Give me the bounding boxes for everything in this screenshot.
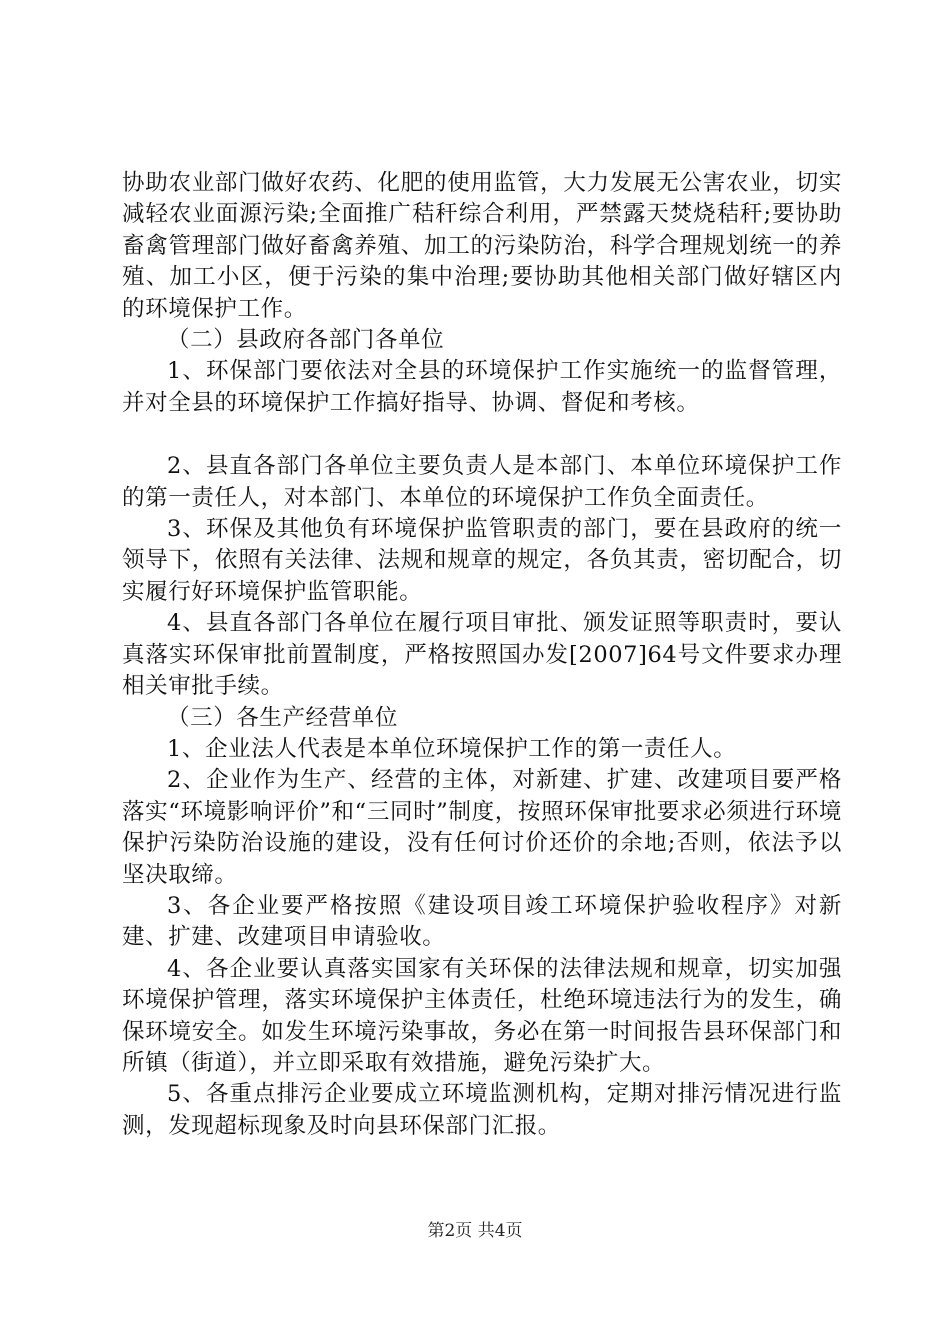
paragraph-item: 1、环保部门要依法对全县的环境保护工作实施统一的监督管理，并对全县的环境保护工作搞好指导、协调、督促和考核。: [122, 358, 842, 416]
paragraph-item: 2、企业作为生产、经营的主体，对新建、扩建、改建项目要严格落实“环境影响评价”和“三同时”制度，按照环保审批要求必须进行环境保护污染防治设施的建设，没有任何讨价还价的余地;否则，依法予以坚决取缔。: [122, 767, 842, 888]
paragraph-item: 4、县直各部门各单位在履行项目审批、颁发证照等职责时，要认真落实环保审批前置制度，严格按照国办发[2007]64号文件要求办理相关审批手续。: [122, 610, 842, 700]
paragraph-item: 5、各重点排污企业要成立环境监测机构，定期对排污情况进行监测，发现超标现象及时向县环保部门汇报。: [122, 1081, 842, 1139]
paragraph-item: 2、县直各部门各单位主要负责人是本部门、本单位环境保护工作的第一责任人，对本部门、本单位的环境保护工作负全面责任。: [122, 453, 842, 511]
paragraph-item: 3、各企业要严格按照《建设项目竣工环境保护验收程序》对新建、扩建、改建项目申请验收。: [122, 892, 842, 951]
paragraph-item: 1、企业法人代表是本单位环境保护工作的第一责任人。: [167, 735, 737, 762]
section-heading-county-departments: （二）县政府各部门各单位: [167, 327, 445, 354]
page-number-footer: 第2页 共4页: [427, 1221, 523, 1241]
document-body: [122, 168, 842, 1142]
paragraph-item: 4、各企业要认真落实国家有关环保的法律法规和规章，切实加强环境保护管理，落实环境保护主体责任，杜绝环境违法行为的发生，确保环境安全。如发生环境污染事故，务必在第一时间报告县环保部门和所镇（街道），并立即采取有效措施，避免污染扩大。: [122, 955, 842, 1076]
section-heading-production-units: （三）各生产经营单位: [167, 704, 399, 731]
paragraph-spacer: [122, 419, 842, 451]
paragraph-continuation: 协助农业部门做好农药、化肥的使用监管，大力发展无公害农业，切实减轻农业面源污染;全面推广秸秆综合利用，严禁露天焚烧秸秆;要协助畜禽管理部门做好畜禽养殖、加工的污染防治，科学合理规划统一的养殖、加工小区，便于污染的集中治理;要协助其他相关部门做好辖区内的环境保护工作。: [122, 170, 842, 322]
paragraph-item: 3、环保及其他负有环境保护监管职责的部门，要在县政府的统一领导下，依照有关法律、法规和规章的规定，各负其责，密切配合，切实履行好环境保护监管职能。: [122, 516, 842, 605]
